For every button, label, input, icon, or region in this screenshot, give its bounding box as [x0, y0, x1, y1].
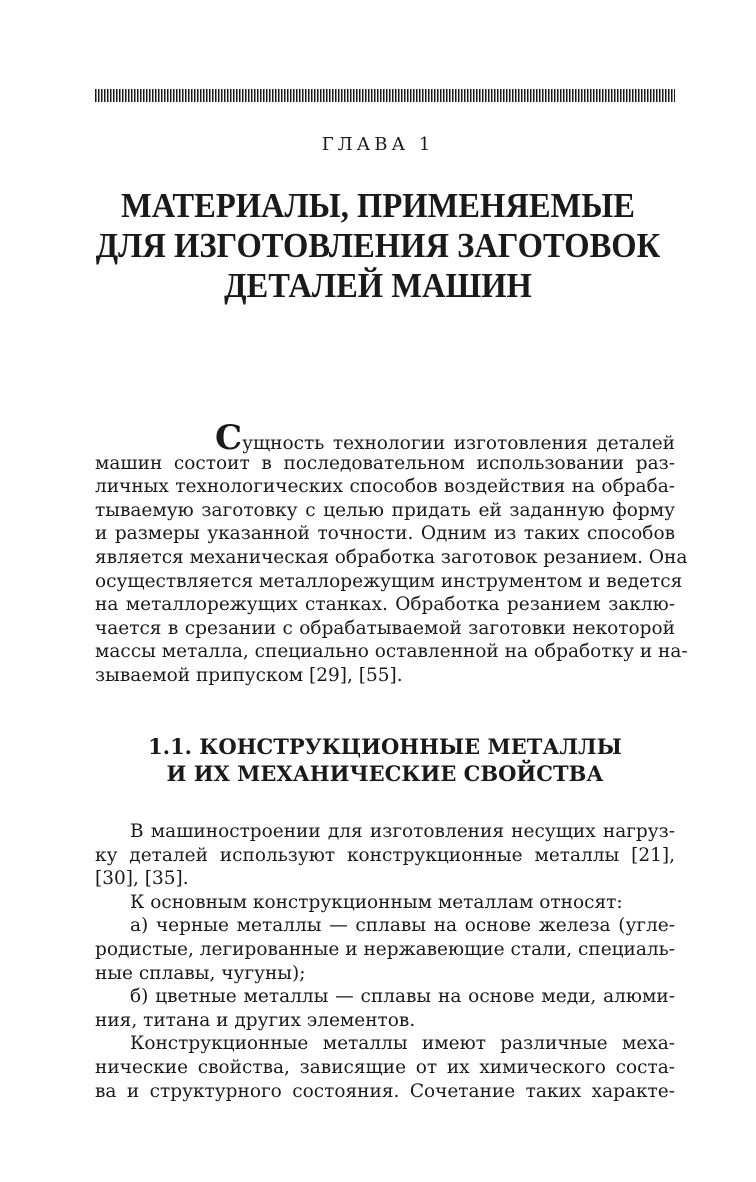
section-title-line: И ИХ МЕХАНИЧЕСКИЕ СВОЙСТВА — [166, 761, 604, 786]
decorative-header-rule — [95, 89, 675, 102]
chapter-title-line: ДЛЯ ИЗГОТОВЛЕНИЯ ЗАГОТОВОК — [95, 226, 661, 265]
paragraph-line: массы металла, специально оставленной на обработку и на- — [95, 641, 688, 663]
paragraph-line: осуществляется металлорежущим инструментом и ведется — [95, 570, 683, 592]
paragraph-line: зываемой припуском [29], [55]. — [95, 664, 403, 686]
paragraph-line: является механическая обработка заготовок резанием. Она — [95, 546, 688, 568]
paragraph-line: В машиностроении для изготовления несущих нагруз- — [130, 821, 675, 842]
chapter-label: ГЛАВА 1 — [321, 134, 435, 155]
paragraph-line: а) черные металлы — сплавы на основе железа (угле- — [130, 915, 675, 937]
paragraph-line: и размеры указанной точности. Одним из таких способов — [95, 523, 675, 545]
intro-paragraph — [95, 418, 688, 688]
paragraph-line: личных технологических способов воздействия на обраба- — [95, 476, 675, 498]
chapter-title-line: МАТЕРИАЛЫ, ПРИМЕНЯЕМЫЕ — [121, 186, 635, 225]
paragraph-line: ва и структурного состояния. Сочетание таких характе- — [95, 1080, 675, 1102]
section-title — [95, 733, 675, 787]
paragraph-line: б) цветные металлы — сплавы на основе меди, алюми- — [130, 986, 675, 1008]
paragraph-line: К основным конструкционным металлам относят: — [130, 891, 623, 913]
paragraph-line: тываемую заготовку с целью придать ей заданную форму — [95, 499, 675, 521]
chapter-title-line: ДЕТАЛЕЙ МАШИН — [224, 266, 532, 305]
paragraph-line: машин состоит в последовательном использовании раз- — [95, 452, 675, 474]
paragraph-line: на металлорежущих станках. Обработка резанием заклю- — [95, 594, 675, 616]
paragraph-line: нические свойства, зависящие от их химического соста- — [95, 1056, 675, 1078]
paragraph-line — [95, 418, 675, 458]
paragraph-line: родистые, легированные и нержавеющие стали, специаль- — [95, 938, 675, 960]
section-title-line: 1.1. КОНСТРУКЦИОННЫЕ МЕТАЛЛЫ — [148, 734, 622, 759]
paragraph-line: ку деталей используют конструкционные металлы [21], — [95, 844, 675, 866]
section-body — [95, 820, 675, 1103]
paragraph-line: ния, титана и других элементов. — [95, 1009, 416, 1031]
line-text: ущность технологии изготовления деталей — [242, 433, 675, 454]
drop-cap: С — [215, 418, 243, 458]
paragraph-line: чается в срезании с обрабатываемой заготовки некоторой — [95, 617, 675, 639]
paragraph-line: [30], [35]. — [95, 868, 189, 890]
paragraph-line: Конструкционные металлы имеют различные меха- — [130, 1033, 675, 1055]
chapter-title — [82, 186, 673, 306]
paragraph-line: ные сплавы, чугуны); — [95, 962, 306, 984]
